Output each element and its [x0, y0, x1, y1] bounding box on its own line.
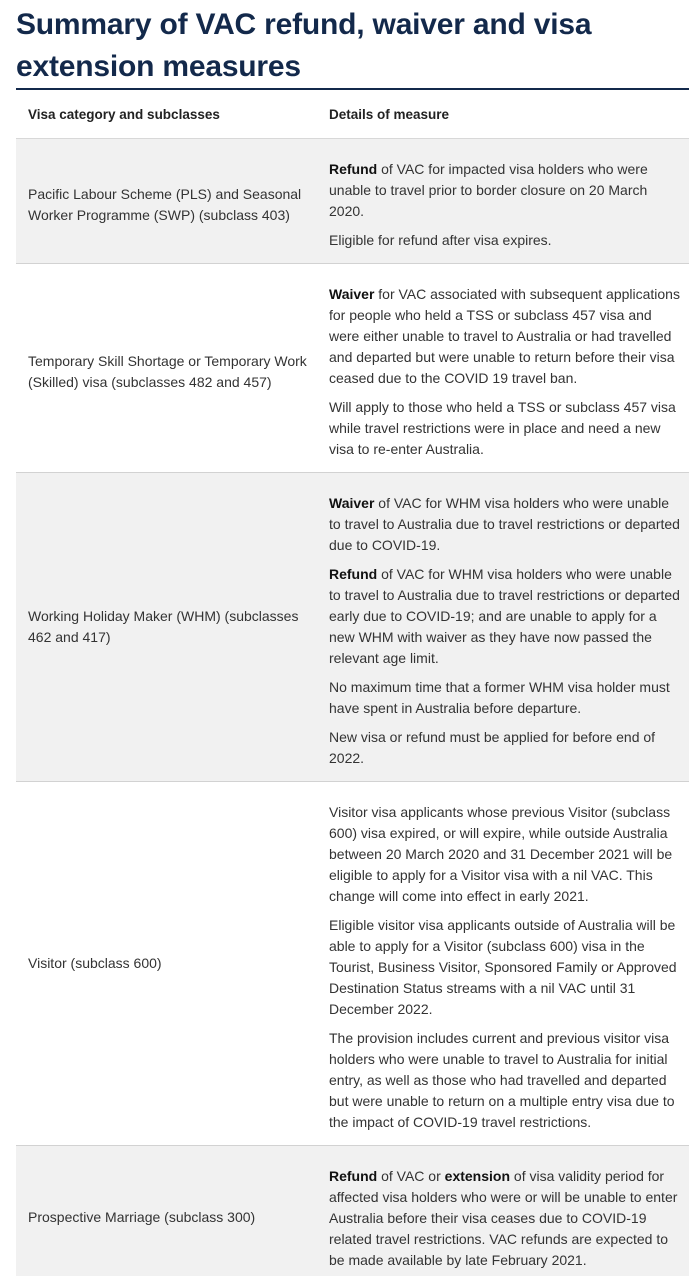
row-details [329, 159, 681, 259]
detail-bold-term: extension [444, 1168, 511, 1184]
table-row-prospective-marriage [16, 1146, 689, 1276]
header-details: Details of measure [329, 107, 450, 122]
detail-bold-term: Refund [329, 161, 378, 177]
detail-paragraph: No maximum time that a former WHM visa holder must have spent in Australia before departure. [329, 679, 670, 716]
row-category: Pacific Labour Scheme (PLS) and Seasonal Worker Programme (SWP) (subclass 403) [28, 186, 302, 223]
detail-paragraph: Visitor visa applicants whose previous Visitor (subclass 600) visa expired, or will expire, while outside Australia between 20 March 2020 and 31 December 2021 will be eligible to apply for a Visitor visa with a nil VAC. This change will come into effect in early 2021. [329, 804, 673, 904]
row-details [329, 493, 681, 777]
page-title-line-2: extension measures [16, 50, 301, 83]
detail-paragraph: Eligible visitor visa applicants outside of Australia will be able to apply for a Visitor (subclass 600) visa in the Tourist, Business Visitor, Sponsored Family or Approved Destination Status streams with a nil VAC until 31 December 2022. [329, 917, 677, 1017]
detail-bold-term: Refund [329, 566, 378, 582]
header-visa-category: Visa category and subclasses [28, 107, 220, 122]
page-title-line-1: Summary of VAC refund, waiver and visa [16, 8, 592, 41]
detail-paragraph: Waiver for VAC associated with subsequent applications for people who held a TSS or subclass 457 visa and were either unable to travel to Australia or had travelled and departed but were unable to return before their visa ceased due to the COVID 19 travel ban. [329, 286, 680, 386]
detail-bold-term: Waiver [329, 495, 375, 511]
detail-paragraph: Waiver of VAC for WHM visa holders who were unable to travel to Australia due to travel restrictions or departed due to COVID-19. [329, 495, 680, 553]
row-category: Prospective Marriage (subclass 300) [28, 1209, 256, 1225]
detail-paragraph: Eligible for refund after visa expires. [329, 232, 552, 248]
table-header [16, 90, 689, 139]
row-category: Visitor (subclass 600) [28, 955, 162, 971]
detail-bold-term: Waiver [329, 286, 375, 302]
table-row-whm [16, 473, 689, 782]
row-details [329, 284, 681, 468]
detail-paragraph: Refund of VAC for impacted visa holders who were unable to travel prior to border closure on 20 March 2020. [329, 161, 648, 219]
row-category: Temporary Skill Shortage or Temporary Work (Skilled) visa (subclasses 482 and 457) [28, 353, 307, 390]
measures-table [16, 90, 689, 1276]
row-details [329, 1166, 681, 1279]
table-row-visitor [16, 782, 689, 1146]
detail-paragraph: Refund of VAC or extension of visa validity period for affected visa holders who were or will be unable to enter Australia before their visa ceases due to COVID-19 related travel restrictions. VAC refunds are expected to be made available by late February 2021. [329, 1168, 678, 1268]
detail-paragraph: Will apply to those who held a TSS or subclass 457 visa while travel restrictions were in place and need a new visa to re-enter Australia. [329, 399, 676, 457]
detail-paragraph: The provision includes current and previous visitor visa holders who were unable to travel to Australia for initial entry, as well as those who had travelled and departed but were unable to return on a multiple entry visa due to the impact of COVID-19 travel restrictions. [329, 1030, 675, 1130]
detail-paragraph: Refund of VAC for WHM visa holders who were unable to travel to Australia due to travel restrictions or departed early due to COVID-19; and are unable to apply for a new WHM with waiver as they have now passed the relevant age limit. [329, 566, 680, 666]
detail-paragraph: New visa or refund must be applied for before end of 2022. [329, 729, 656, 766]
row-category: Working Holiday Maker (WHM) (subclasses 462 and 417) [28, 608, 299, 645]
table-row-tss [16, 264, 689, 473]
detail-bold-term: Refund [329, 1168, 378, 1184]
row-details [329, 802, 681, 1141]
table-row-pls-swp [16, 139, 689, 264]
page-title [0, 0, 689, 88]
